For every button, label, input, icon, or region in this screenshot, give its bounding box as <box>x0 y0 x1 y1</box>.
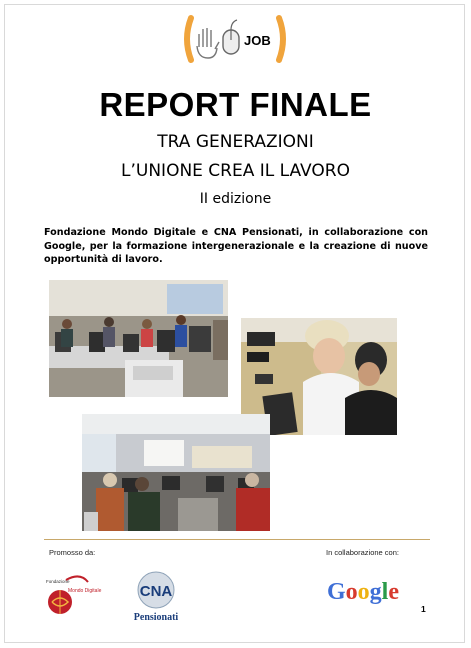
google-letter: g <box>369 579 382 605</box>
svg-text:Pensionati: Pensionati <box>133 612 179 623</box>
in-collaboration-label: In collaborazione con: <box>326 548 399 557</box>
edition-label: II edizione <box>199 191 272 207</box>
google-letter: o <box>357 579 370 605</box>
svg-text:Google <box>327 579 399 605</box>
classroom-photo-3 <box>82 414 270 531</box>
cna-pensionati-logo <box>126 568 188 626</box>
subtitle-line-1: TRA GENERAZIONI <box>157 132 314 152</box>
svg-text:CNA: CNA <box>139 583 173 600</box>
promoted-by-label: Promosso da: <box>49 548 96 557</box>
footer-divider <box>44 539 430 540</box>
report-title: REPORT FINALE <box>99 86 372 123</box>
job-logo <box>182 14 288 64</box>
hand-icon <box>197 28 219 58</box>
subtitle-line-2: L’UNIONE CREA IL LAVORO <box>121 161 350 181</box>
google-letter: o <box>345 579 358 605</box>
svg-text:Mondo Digitale: Mondo Digitale <box>68 588 102 594</box>
svg-text:Fondazione: Fondazione <box>46 579 70 584</box>
google-letter: e <box>388 579 399 605</box>
google-logo <box>318 574 408 608</box>
intro-paragraph: Fondazione Mondo Digitale e CNA Pensionati, in collaborazione con Google, per la formazione intergenerazionale e la creazione di nuove opportunità di lavoro. <box>44 227 428 265</box>
fondazione-mondo-digitale-logo <box>44 570 108 618</box>
google-letter: l <box>381 579 389 605</box>
svg-text:JOB: JOB <box>244 33 271 48</box>
classroom-photo-1 <box>49 280 228 397</box>
mouse-icon <box>223 20 239 54</box>
page-number: 1 <box>421 604 426 614</box>
google-letter: G <box>327 579 346 605</box>
